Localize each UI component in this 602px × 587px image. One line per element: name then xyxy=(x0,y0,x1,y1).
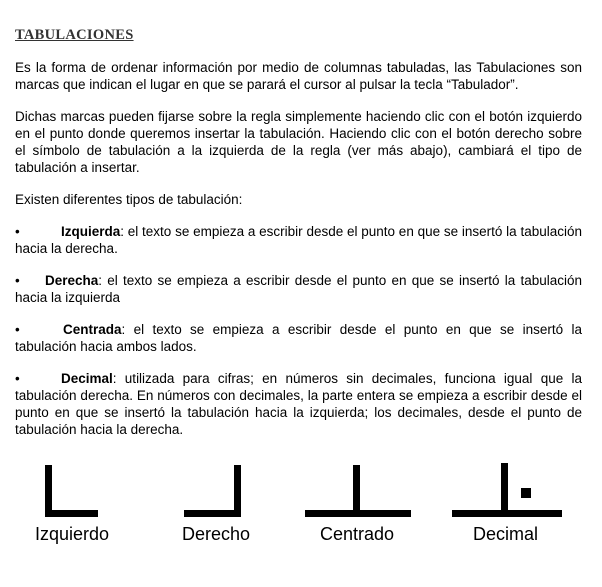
tab-right-label: Derecho xyxy=(182,524,251,544)
bullet-icon: • xyxy=(15,322,20,337)
tab-center-icon-base xyxy=(305,510,411,517)
tab-decimal-icon-base xyxy=(452,510,562,517)
bullet-text: : el texto se empieza a escribir desde el punto en que se insertó la tabulación hacia ambos lados. xyxy=(15,322,582,354)
tab-decimal-dot-icon xyxy=(521,488,531,498)
tab-right-icon-base xyxy=(184,510,241,517)
bullet-term: Decimal xyxy=(61,371,113,386)
bullet-icon: • xyxy=(15,371,20,386)
tab-symbols-row xyxy=(0,455,602,585)
bullet-decimal xyxy=(15,370,582,438)
document-body xyxy=(15,27,582,453)
intro-paragraph: Es la forma de ordenar información por medio de columnas tabuladas, las Tabulaciones son marcas que indican el lugar en que se parará el cursor al pulsar la tecla “Tabulador”. xyxy=(15,60,582,92)
bullet-term: Derecha xyxy=(45,273,99,288)
tab-decimal-icon xyxy=(501,463,508,517)
ruler-paragraph: Dichas marcas pueden fijarse sobre la regla simplemente haciendo clic con el botón izquierdo en el punto donde queremos insertar la tabulación. Haciendo clic con el botón derecho sobre el símbolo de tabulación a la izquierda de la regla (ver más abajo), cambiará el tipo de tabulación a insertar. xyxy=(15,109,582,175)
bullet-izquierda xyxy=(15,223,582,257)
bullet-centrada xyxy=(15,321,582,355)
tab-left-label: Izquierdo xyxy=(35,524,110,544)
bullet-icon: • xyxy=(15,224,20,239)
document-title: TABULACIONES xyxy=(15,27,134,43)
tab-decimal-label: Decimal xyxy=(473,524,539,544)
tab-left-icon-base xyxy=(45,510,98,517)
bullet-term: Izquierda xyxy=(61,224,121,239)
bullet-text: : utilizada para cifras; en números sin decimales, funciona igual que la tabulación derecha. En números con decimales, la parte entera se empieza a escribir desde el punto en que se insertó la tabulación hacia la izquierda; los decimales, desde el punto de tabulación hacia la derecha. xyxy=(15,371,582,437)
types-intro-paragraph: Existen diferentes tipos de tabulación: xyxy=(15,192,243,207)
bullet-icon: • xyxy=(15,273,20,288)
bullet-derecha xyxy=(15,272,582,306)
bullet-text: : el texto se empieza a escribir desde el punto en que se insertó la tabulación hacia la izquierda xyxy=(15,273,582,305)
tab-center-label: Centrado xyxy=(320,524,395,544)
bullet-term: Centrada xyxy=(63,322,122,337)
bullet-text: : el texto se empieza a escribir desde el punto en que se insertó la tabulación hacia la derecha. xyxy=(15,224,582,256)
